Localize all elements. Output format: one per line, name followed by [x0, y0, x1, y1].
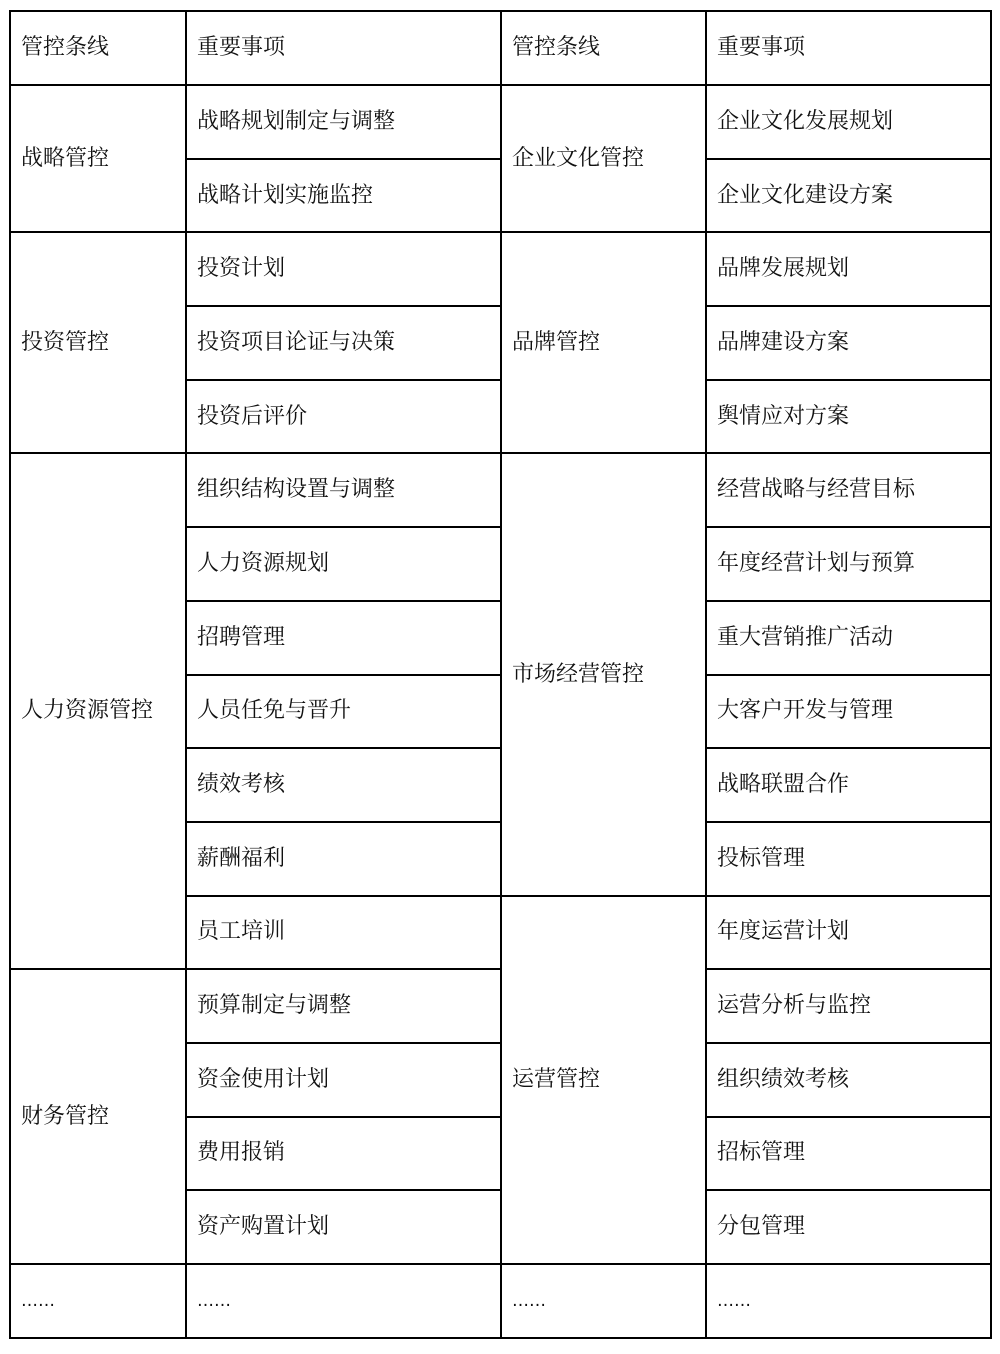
key-matter-cell: 招标管理 [706, 1117, 991, 1191]
key-matter-cell: 品牌建设方案 [706, 306, 991, 380]
header-key-matter: 重要事项 [186, 11, 501, 85]
key-matter-cell: 大客户开发与管理 [706, 675, 991, 749]
ellipsis-row [10, 1264, 991, 1338]
table-row [10, 453, 991, 527]
key-matter-cell: 组织结构设置与调整 [186, 453, 501, 527]
key-matter-cell: 人员任免与晋升 [186, 675, 501, 749]
key-matter-cell: 年度运营计划 [706, 896, 991, 970]
ellipsis-cell: …… [706, 1264, 991, 1338]
header-control-line: 管控条线 [501, 11, 706, 85]
header-control-line: 管控条线 [10, 11, 186, 85]
key-matter-cell: 招聘管理 [186, 601, 501, 675]
key-matter-cell: 薪酬福利 [186, 822, 501, 896]
key-matter-cell: 投资项目论证与决策 [186, 306, 501, 380]
key-matter-cell: 经营战略与经营目标 [706, 453, 991, 527]
control-line-cell: 投资管控 [10, 232, 186, 453]
control-line-cell: 企业文化管控 [501, 85, 706, 232]
key-matter-cell: 战略计划实施监控 [186, 159, 501, 233]
control-line-cell: 运营管控 [501, 896, 706, 1264]
key-matter-cell: 投资后评价 [186, 380, 501, 454]
control-line-cell: 市场经营管控 [501, 453, 706, 895]
key-matter-cell: 组织绩效考核 [706, 1043, 991, 1117]
key-matter-cell: 年度经营计划与预算 [706, 527, 991, 601]
header-key-matter: 重要事项 [706, 11, 991, 85]
key-matter-cell: 投资计划 [186, 232, 501, 306]
table-row [10, 969, 991, 1043]
key-matter-cell: 分包管理 [706, 1190, 991, 1264]
key-matter-cell: 员工培训 [186, 896, 501, 970]
key-matter-cell: 人力资源规划 [186, 527, 501, 601]
ellipsis-cell: …… [186, 1264, 501, 1338]
key-matter-cell: 运营分析与监控 [706, 969, 991, 1043]
ellipsis-cell: …… [501, 1264, 706, 1338]
control-line-cell: 战略管控 [10, 85, 186, 232]
key-matter-cell: 绩效考核 [186, 748, 501, 822]
ellipsis-cell: …… [10, 1264, 186, 1338]
key-matter-cell: 舆情应对方案 [706, 380, 991, 454]
table-row [10, 232, 991, 306]
key-matter-cell: 预算制定与调整 [186, 969, 501, 1043]
key-matter-cell: 战略联盟合作 [706, 748, 991, 822]
header-row [10, 11, 991, 85]
key-matter-cell: 资金使用计划 [186, 1043, 501, 1117]
control-line-cell: 人力资源管控 [10, 453, 186, 969]
key-matter-cell: 企业文化建设方案 [706, 159, 991, 233]
key-matter-cell: 品牌发展规划 [706, 232, 991, 306]
control-matrix-table [9, 10, 992, 1339]
key-matter-cell: 费用报销 [186, 1117, 501, 1191]
table-row [10, 85, 991, 159]
key-matter-cell: 投标管理 [706, 822, 991, 896]
control-line-cell: 品牌管控 [501, 232, 706, 453]
key-matter-cell: 企业文化发展规划 [706, 85, 991, 159]
key-matter-cell: 战略规划制定与调整 [186, 85, 501, 159]
key-matter-cell: 资产购置计划 [186, 1190, 501, 1264]
key-matter-cell: 重大营销推广活动 [706, 601, 991, 675]
control-line-cell: 财务管控 [10, 969, 186, 1264]
